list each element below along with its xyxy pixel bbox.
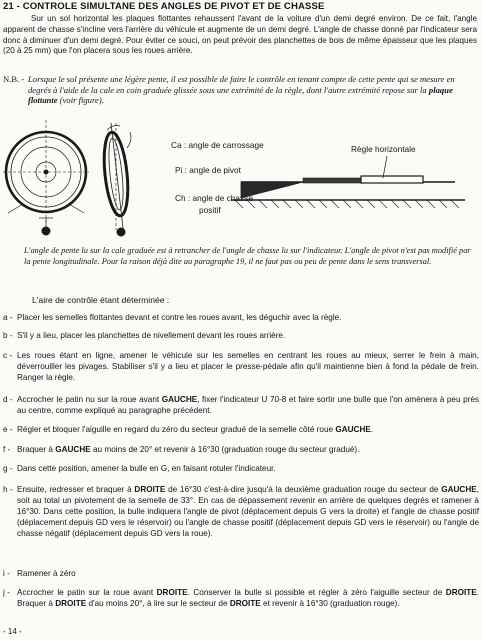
- step-letter: e -: [3, 425, 13, 434]
- step-text: Braquer à GAUCHE au moins de 20° et revenir à 16°30 (graduation rouge du secteur gradué).: [17, 445, 360, 454]
- nb-note: [3, 74, 477, 106]
- figure-drawing: [3, 120, 479, 242]
- step-e: [3, 425, 479, 436]
- step-text: S'il y a lieu, placer les planchettes de nivellement devant les roues arrière.: [17, 331, 286, 340]
- step-text: Ensuite, redresser et braquer à DROITE de 16°30 c'est-à-dire jusqu'à la deuxième graduation rouge du secteur de GAUCHE, soit au total un pivotement de la semelle de 33°. En cas de dépassement revenir en arrière de quelques degrés et ramener à 16°30. Dans cette position, la bulle indiquera l'angle de pivot (déplacement depuis G vers la droite) et l'angle de chasse positif (déplacement depuis GD vers le réservoir) ou l'angle de chasse positif (déplacement depuis GD vers le réservoir) ou l'angle de chasse négatif (déplacement depuis GD vers la roue).: [17, 485, 479, 538]
- step-letter: b -: [3, 331, 13, 340]
- wheel-front-view: [3, 120, 89, 235]
- step-a: [3, 313, 479, 324]
- step-i: [3, 569, 479, 580]
- intro-text: Sur un sol horizontal les plaques flottantes rehaussent l'avant de la voiture d'un demi degré environ. De ce fait, l'angle apparent de chasse s'incline vers l'arrière du véhicule et augmente de un demi degré. L'angle de chasse donné par l'indicateur sera donc à diminuer d'un demi degré. Pour éviter ce souci, on peut prévoir des planchettes de bois de même épaisseur que les plaques (20 à 25 mm) que l'on placera sous les roues arrière.: [3, 14, 477, 56]
- step-f: [3, 445, 479, 456]
- wheel-side-view: [101, 123, 132, 236]
- figure-caption: L'angle de pente lu sur la cale graduée est à retrancher de l'angle de chasse lu sur l'indicateur. L'angle de pivot n'est pas modifié par la pente longitudinale. Pour la raison déjà dite au paragraphe 19, il ne faut pas ou peu de pente dans le sens transversal.: [24, 246, 471, 266]
- step-letter: d -: [3, 395, 13, 404]
- ruler-label: Règle horizontale: [351, 144, 416, 154]
- step-text: Ramener à zéro: [17, 569, 76, 578]
- ch-label-positive: positif: [199, 205, 221, 215]
- nb-text-2: (voir figure).: [57, 95, 104, 106]
- wheel-angle-figure: [3, 120, 479, 242]
- step-letter: g -: [3, 464, 13, 473]
- step-letter: j -: [3, 588, 10, 597]
- nb-bold: plaque flottante: [28, 84, 453, 106]
- step-g: [3, 464, 479, 475]
- step-d: [3, 395, 479, 417]
- step-text: Régler et bloquer l'aiguille en regard du zéro du secteur gradué de la semelle côté roue GAUCHE.: [17, 425, 374, 434]
- step-text: Placer les semelles flottantes devant et contre les roues avant, les déguchir avec la règle.: [17, 313, 342, 322]
- step-letter: h -: [3, 485, 13, 494]
- step-c: [3, 351, 479, 384]
- step-b: [3, 331, 479, 342]
- nb-body: [28, 74, 477, 106]
- ruler-wedge-diagram: [231, 156, 465, 208]
- step-text: Accrocher le patin sur la roue avant DROITE. Conserver la bulle si possible et régler à zéro l'aiguille secteur de DROITE. Braquer à DROITE d'au moins 20°, à lire sur le secteur de DROITE et revenir à 16°30 (graduation rouge).: [17, 588, 479, 608]
- step-j: [3, 588, 479, 610]
- step-h: [3, 485, 479, 540]
- step-text: Dans cette position, amener la bulle en G, en faisant rotuler l'indicateur.: [17, 464, 276, 473]
- procedure-heading: L'aire de contrôle étant déterminée :: [32, 295, 170, 305]
- step-text: Accrocher le patin nu sur la roue avant GAUCHE, fixer l'indicateur U 70-8 et faire sortir une bulle que l'on amènera à peu près au centre, comme expliqué au paragraphe précédent.: [17, 395, 480, 415]
- step-letter: f -: [3, 445, 11, 454]
- nb-text-1: Lorsque le sol présente une légère pente, il est possible de faire le contrôle en tenant compte de cette pente qui se mesure en degrés à l'aide de la cale en coin graduée glissée sous une extrémité de la règle, dont l'autre extrémité repose sur la: [28, 74, 455, 95]
- page-number: - 14 -: [3, 627, 22, 636]
- step-letter: c -: [3, 351, 13, 360]
- nb-label: N.B. -: [3, 74, 25, 84]
- ch-label: Ch : angle de chasse: [175, 193, 253, 203]
- pi-label: Pi : angle de pivot: [175, 165, 241, 175]
- step-letter: a -: [3, 313, 13, 322]
- step-letter: i -: [3, 569, 10, 578]
- ca-label: Ca : angle de carrossage: [171, 140, 264, 150]
- step-text: Les roues étant en ligne, amener le véhicule sur les semelles en centrant les roues au mieux, serrer le frein à main, déverrouiller les pivages. Stabiliser s'il y a lieu et placer le presse-pédale afin qu'il maintienne bien à fond la pédale de frein. Ranger la règle.: [17, 351, 479, 382]
- section-title: 21 - CONTROLE SIMULTANE DES ANGLES DE PIVOT ET DE CHASSE: [3, 1, 325, 12]
- intro-paragraph: [3, 14, 477, 57]
